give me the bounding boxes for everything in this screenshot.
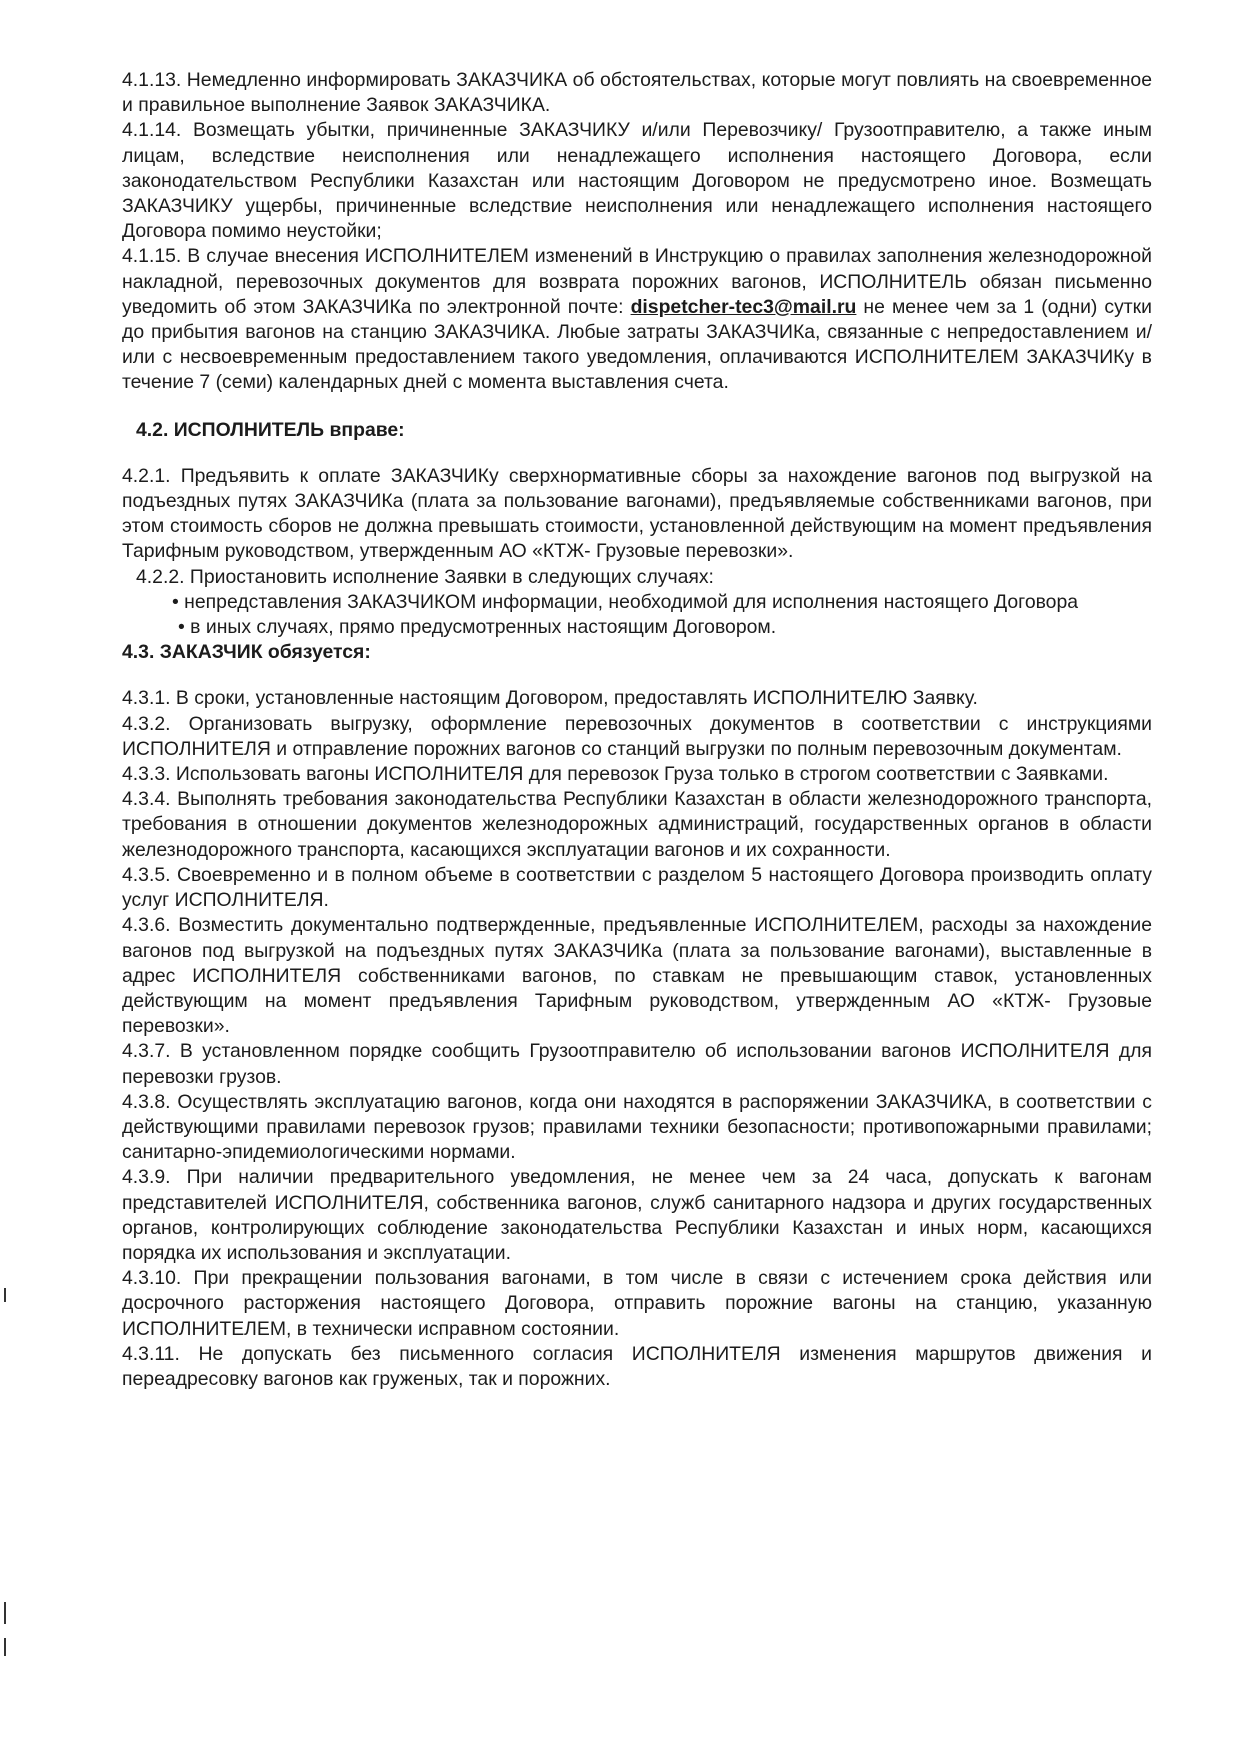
clause-4-3-3: 4.3.3. Использовать вагоны ИСПОЛНИТЕЛЯ для перевозок Груза только в строгом соответствии с Заявками. [122,763,1109,786]
clause-4-1-14: 4.1.14. Возмещать убытки, причиненные ЗАКАЗЧИКУ и/или Перевозчику/ Грузоотправителю, а также иным лицам, вследствие неисполнения или ненадлежащего исполнения настоящего Договора, если законодательством Республики Казахстан или настоящим Договором не предусмотрено иное. Возмещать ЗАКАЗЧИКУ ущербы, причиненные вследствие неисполнения или ненадлежащего исполнения настоящего Договора помимо неустойки; [122,119,1152,243]
clause-4-1-15 [122,244,1152,395]
clause-4-3-1: 4.3.1. В сроки, установленные настоящим Договором, предоставлять ИСПОЛНИТЕЛЮ Заявку. [122,687,978,710]
clause-4-1-13: 4.1.13. Немедленно информировать ЗАКАЗЧИКА об обстоятельствах, которые могут повлиять на своевременное и правильное выполнение Заявок ЗАКАЗЧИКА. [122,69,1152,117]
clause-4-3-8: 4.3.8. Осуществлять эксплуатацию вагонов, когда они находятся в распоряжении ЗАКАЗЧИКА, в соответствии с действующими правилами перевозок грузов; правилами техники безопасности; противопожарными правилами; санитарно-эпидемиологическими нормами. [122,1090,1152,1164]
scan-edge-mark [4,1602,6,1624]
clause-4-1-15-text-before: 4.1.15. В случае внесения ИСПОЛНИТЕЛЕМ изменений в Инструкцию о правилах заполнения железнодорожной накладной, перевозочных документов для возврата порожних вагонов, ИСПОЛНИТЕЛЬ обязан письменно уведомить об этом ЗАКАЗЧИКа по электронной почте: [122,245,1152,318]
bullet-item: • в иных случаях, прямо предусмотренных настоящим Договором. [178,616,777,639]
bullet-item: • непредставления ЗАКАЗЧИКОМ информации, необходимой для исполнения настоящего Договора [172,590,1079,613]
email-link[interactable]: dispetcher-tec3@mail.ru [630,295,857,318]
clause-4-3-5: 4.3.5. Своевременно и в полном объеме в соответствии с разделом 5 настоящего Договора производить оплату услуг ИСПОЛНИТЕЛЯ. [122,863,1152,912]
clause-4-2-1: 4.2.1. Предъявить к оплате ЗАКАЗЧИКу сверхнормативные сборы за нахождение вагонов под выгрузкой на подъездных путях ЗАКАЗЧИКа (плата за пользование вагонами), предъявляемые собственниками вагонов, при этом стоимость сборов не должна превышать стоимости, установленной действующим на момент предъявления Тарифным руководством, утвержденным АО «КТЖ- Грузовые перевозки». [122,464,1152,563]
clause-4-2-2: 4.2.2. Приостановить исполнение Заявки в следующих случаях: [136,565,714,588]
clause-4-3-6: 4.3.6. Возместить документально подтвержденные, предъявленные ИСПОЛНИТЕЛЕМ, расходы за нахождение вагонов под выгрузкой на подъездных путях ЗАКАЗЧИКа (плата за пользование вагонами), выставленные в адрес ИСПОЛНИТЕЛЯ собственниками вагонов, по ставкам не превышающим ставок, установленных действующим на момент предъявления Тарифным руководством, утвержденным АО «КТЖ- Грузовые перевозки». [122,914,1152,1038]
clause-4-3-10: 4.3.10. При прекращении пользования вагонами, в том числе в связи с истечением срока действия или досрочного расторжения настоящего Договора, отправить порожние вагоны на станцию, указанную ИСПОЛНИТЕЛЕМ, в технически исправном состоянии. [122,1267,1152,1340]
document-page [122,68,1152,1392]
clause-4-3-11: 4.3.11. Не допускать без письменного согласия ИСПОЛНИТЕЛЯ изменения маршрутов движения и переадресовку вагонов как груженых, так и порожних. [122,1342,1152,1390]
clause-4-3-9: 4.3.9. При наличии предварительного уведомления, не менее чем за 24 часа, допускать к вагонам представителей ИСПОЛНИТЕЛЯ, собственника вагонов, служб санитарного надзора и других государственных органов, контролирующих соблюдение законодательства Республики Казахстан и иных норм, касающихся порядка их использования и эксплуатации. [122,1166,1152,1264]
scan-edge-mark [4,1288,6,1302]
section-heading-4-2: 4.2. ИСПОЛНИТЕЛЬ вправе: [136,418,405,441]
clause-4-3-7: 4.3.7. В установленном порядке сообщить Грузоотправителю об использовании вагонов ИСПОЛНИТЕЛЯ для перевозки грузов. [122,1040,1152,1088]
clause-4-3-4: 4.3.4. Выполнять требования законодательства Республики Казахстан в области железнодорожного транспорта, требования в отношении документов железнодорожных администраций, государственных органов в области железнодорожного транспорта, касающихся эксплуатации вагонов и их сохранности. [122,788,1152,861]
clause-4-1-15-text-after: не менее чем за 1 (одни) сутки до прибытия вагонов на станцию ЗАКАЗЧИКА. Любые затраты ЗАКАЗЧИКа, связанные с непредоставлением и/или с несвоевременным предоставлением такого уведомления, оплачиваются ИСПОЛНИТЕЛЕМ ЗАКАЗЧИКу в течение 7 (семи) календарных дней с момента выставления счета. [122,295,1152,394]
section-heading-4-3: 4.3. ЗАКАЗЧИК обязуется: [122,641,371,664]
scan-edge-mark [4,1638,6,1656]
clause-4-3-2: 4.3.2. Организовать выгрузку, оформление перевозочных документов в соответствии с инструкциями ИСПОЛНИТЕЛЯ и отправление порожних вагонов со станций выгрузки по полным перевозочным документам. [122,712,1152,760]
